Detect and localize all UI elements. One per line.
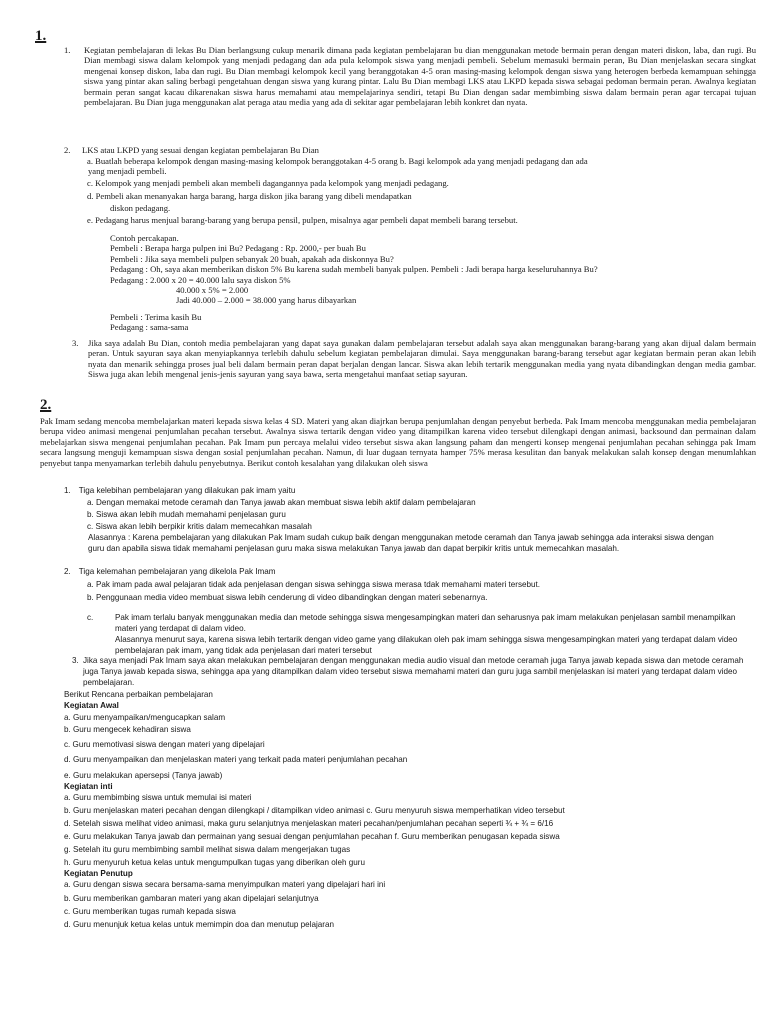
item-number: 2.	[64, 145, 71, 155]
reason-text: Alasannya menurut saya, karena siswa lebih tertarik dengan video game yang dilakukan oleh pak imam sehingga siswa mengesampingkan materi yang terdapat dalam video pembelajaran pak imam, yang tidak ada penjelasan dari materi tersebut	[115, 635, 738, 656]
paragraph: Kegiatan pembelajaran di lekas Bu Dian berlangsung cukup menarik dimana pada kegiatan pembelajaran bu dian menggunakan metode bermain peran dengan materi diskon, laba, dan rugi. Bu Dian membagi siswa dalam kelompok yang menjadi pedagang dan ada pula kelompok siswa yang menjadi pembeli. Sebelum memasuki bermain peran, Bu Dian menjelaskan secara singkat mengenai konsep diskon, laba dan rugi. Bu Dian membagi kelompok kecil yang beranggotakan 4-5 oran masing-masing kelompok dengan siswa yang heterogen berbeda kemampuan sehingga siswa yang pintar akan saling berbagi pengetahuan dengan siswa yang kurang pintar. Lalu Bu Dian membagi LKS atau LKPD kepada siswa sebagai pedoman bermain peran. Awalnya kegiatan bermain peran sangat kacau dikarenakan siswa harus memahami atau mempelajarinya sendiri, tetapi Bu Dian dengan sadar membimbing siswa dalam bermain peran agar tercapai tujuan pembelajaran. Bu Dian juga menggunakan alat peraga atau media yang ada di sekitar agar pembelajaran lebih konkret dan nyata.	[84, 45, 756, 108]
item-number: 1.	[64, 45, 71, 55]
penutup-item: a. Guru dengan siswa secara bersama-sama menyimpulkan materi yang dipelajari hari ini	[64, 880, 386, 890]
lks-steps	[87, 156, 747, 225]
inti-item: d. Setelah siswa melihat video animasi, maka guru selanjutnya menjelaskan materi pecahan/penjumlahan pecahan seperti ¾ + ¾ = 6/16	[64, 818, 554, 828]
inti-item: a. Guru membimbing siswa untuk memulai isi materi	[64, 792, 252, 802]
dialogue-line: Pembeli : Terima kasih Bu	[110, 311, 202, 322]
inti-item: g. Setelah itu guru membimbing sambil melihat siswa dalam mengerjakan tugas	[64, 845, 351, 855]
calculation-line: 40.000 x 5% = 2.000	[176, 285, 249, 296]
item-title: Tiga kelebihan pembelajaran yang dilakukan pak imam yaitu	[78, 486, 296, 495]
paragraph: Jika saya menjadi Pak Imam saya akan melakukan pembelajaran dengan menggunakan media audio visual dan metode ceramah juga Tanya jawab kepada siswa dan metode ceramah juga Tanya jawab kepada siswa, sehingga apa yang ditampilkan dalam video tersebut siswa memahami materi dan guru juga sambil menjelaskan isi materi yang terdapat dalam video pembelajaran.	[83, 656, 744, 688]
example-dialogue	[110, 233, 750, 333]
weakness-a: a. Pak imam pada awal pelajaran tidak ada penjelasan dengan siswa sehingga siswa merasa tdak memahami materi tersebut.	[87, 580, 541, 590]
penutup-item: b. Guru memberikan gambaran materi yang akan dipelajari selanjutnya	[64, 893, 319, 903]
awal-item: e. Guru melakukan apersepsi (Tanya jawab)	[64, 770, 223, 780]
question-3	[72, 655, 752, 688]
awal-item: d. Guru menyampaikan dan menjelaskan materi yang terkait pada materi penjumlahan pecahan	[64, 755, 408, 765]
step-a-continued: yang menjadi pembeli.	[88, 166, 167, 177]
awal-item: b. Guru mengecek kehadiran siswa	[64, 725, 191, 735]
dialogue-line: Pedagang : Oh, saya akan memberikan diskon 5% Bu karena sudah membeli banyak pulpen. Pembeli : Jadi berapa harga keseluruhannya Bu?	[110, 264, 598, 275]
item-title: LKS atau LKPD yang sesuai dengan kegiatan pembelajaran Bu Dian	[82, 145, 319, 155]
penutup-item: c. Guru memberikan tugas rumah kepada siswa	[64, 906, 236, 916]
section-1-item-2	[64, 145, 756, 155]
dialogue-line: Pembeli : Jika saya membeli pulpen sebanyak 20 buah, apakah ada diskonnya Bu?	[110, 253, 394, 264]
strength-c: c. Siswa akan lebih berpikir kritis dalam memecahkan masalah	[87, 522, 312, 532]
step-d-continued: diskon pedagang.	[110, 202, 171, 213]
calculation-line: Jadi 40.000 – 2.000 = 38.000 yang harus dibayarkan	[176, 295, 357, 306]
dialogue-line: Contoh percakapan.	[110, 233, 179, 243]
dialogue-line: Pedagang : sama-sama	[110, 322, 189, 333]
plan-intro: Berikut Rencana perbaikan pembelajaran	[64, 690, 213, 699]
weakness-c	[87, 612, 755, 656]
penutup-item: d. Guru menunjuk ketua kelas untuk memimpin doa dan menutup pelajaran	[64, 919, 334, 929]
inti-item: h. Guru menyuruh ketua kelas untuk mengumpulkan tugas yang diberikan oleh guru	[64, 858, 366, 868]
awal-item: c. Guru memotivasi siswa dengan materi yang dipelajari	[64, 740, 265, 750]
reason-text: Alasannya : Karena pembelajaran yang dilakukan Pak Imam sudah cukup baik dengan menggunakan metode ceramah dan Tanya jawab sehingga ada interaksi siswa dengan guru dan apabila siswa tidak memahami penjelasan guru maka siswa melakukan Tanya jawab dan dapat berpikir kritis untuk memecahkan masalah.	[88, 533, 714, 554]
item-number: 3.	[72, 338, 79, 348]
weakness-b: b. Penggunaan media video membuat siswa lebih cenderung di video dibandingkan dengan materi sebenarnya.	[87, 593, 488, 603]
inti-item: e. Guru melakukan Tanya jawab dan permainan yang sesuai dengan penjumlahan pecahan f. Guru memberikan penugasan kepada siswa	[64, 832, 560, 842]
kegiatan-awal-title: Kegiatan Awal	[64, 701, 119, 711]
section-1-heading: 1.	[35, 28, 47, 44]
kegiatan-penutup-title: Kegiatan Penutup	[64, 869, 133, 879]
item-label: c.	[87, 613, 94, 622]
paragraph: Jika saya adalah Bu Dian, contoh media pembelajaran yang dapat saya gunakan dalam pembelajaran tersebut adalah saya akan menggunakan barang-barang yang akan dijual dalam bermain peran. Untuk sayuran saya akan menyiapkannya terlebih dahulu sebelum kegiatan pembelajaran dimulai. Saya menggunakan barang-barang tersebut agar kegiatan bermain peran akan lebih nyata dan menarik sehingga proses jual beli dalam bermain peran dapat berjalan dengan lancar. Siswa akan lebih tertarik menggunakan media yang nyata dibandingkan dengan media gambar. Siswa juga akan lebih mengenal jenis-jenis sayuran yang saya bawa, serta mengetahui manfaat setiap sayuran.	[88, 338, 756, 380]
item-number: 1.	[64, 486, 71, 495]
kegiatan-inti-title: Kegiatan inti	[64, 781, 113, 791]
question-1	[64, 485, 754, 555]
section-1-item-1	[64, 45, 756, 107]
question-2	[64, 566, 754, 603]
item-number: 2.	[64, 567, 71, 576]
section-1-item-3	[72, 338, 756, 380]
dialogue-line: Pembeli : Berapa harga pulpen ini Bu? Pedagang : Rp. 2000,- per buah Bu	[110, 243, 366, 254]
section-2-heading: 2.	[40, 397, 52, 413]
step-d: d. Pembeli akan menanyakan harga barang, harga diskon jika barang yang dibeli mendapatkan	[87, 191, 412, 202]
strength-a: a. Dengan memakai metode ceramah dan Tanya jawab akan membuat siswa lebih aktif dalam pembelajaran	[87, 498, 476, 508]
awal-item: a. Guru menyampaikan/mengucapkan salam	[64, 713, 226, 723]
dialogue-line: Pedagang : 2.000 x 20 = 40.000 lalu saya diskon 5%	[110, 274, 291, 285]
weakness-c-text: Pak imam terlalu banyak menggunakan media dan metode sehingga siswa mengesampingkan materi dan seharusnya pak imam melakukan penjelasan sambil menampilkan materi yang terdapat di dalam video.	[115, 613, 736, 634]
step-c: c. Kelompok yang menjadi pembeli akan membeli dagangannya pada kelompok yang menjadi pedagang.	[87, 177, 449, 188]
section-2-intro: Pak Imam sedang mencoba membelajarkan materi kepada siswa kelas 4 SD. Materi yang akan diajrkan berupa penjumlahan dengan penyebut berbeda. Pak Imam mencoba menggunakan media pembelajaran berupa video animasi mengenai penjumlahan pecahan tersebut. Awalnya siswa tertarik dengan video yang ditampilkan karena video tersebut dilengkapi dengan animasi, backsound dan permainan dalam mebelajarkan siswa mengenai penjumlahan pecahan. Pak Imam pun percaya melalui video tersebut siswa akan langsung paham dan mengerti konsep mengenai penjumlahan pecahan sehingga pak Imam secara langsung menguji kemampuan siswa dengan sosial penjumlahan pecahan. Namun, di luar dugaan ternyata hamper 75% merasa kesulitan dan banyak melakukan salah konsep dengan menumlahkan penyebut tanpa menyamarkan terlebih dahulu penyebutnya. Berikut contoh kesalahan yang dilakukan oleh siswa	[40, 416, 756, 468]
strength-b: b. Siswa akan lebih mudah memahami penjelasan guru	[87, 510, 286, 520]
item-number: 3.	[72, 656, 79, 665]
inti-item: b. Guru menjelaskan materi pecahan dengan dilengkapi / ditampilkan video animasi c. Guru menyuruh siswa memperhatikan video tersebut	[64, 805, 565, 815]
step-e: e. Pedagang harus menjual barang-barang yang berupa pensil, pulpen, misalnya agar pembeli dapat membeli barang tersebut.	[87, 215, 518, 226]
step-a: a. Buatlah beberapa kelompok dengan masing-masing kelompok beranggotakan 4-5 orang b. Bagi kelompok ada yang menjadi pedagang dan ada	[87, 156, 588, 166]
improvement-plan	[64, 689, 754, 930]
item-title: Tiga kelemahan pembelajaran yang dikelola Pak Imam	[78, 567, 276, 576]
